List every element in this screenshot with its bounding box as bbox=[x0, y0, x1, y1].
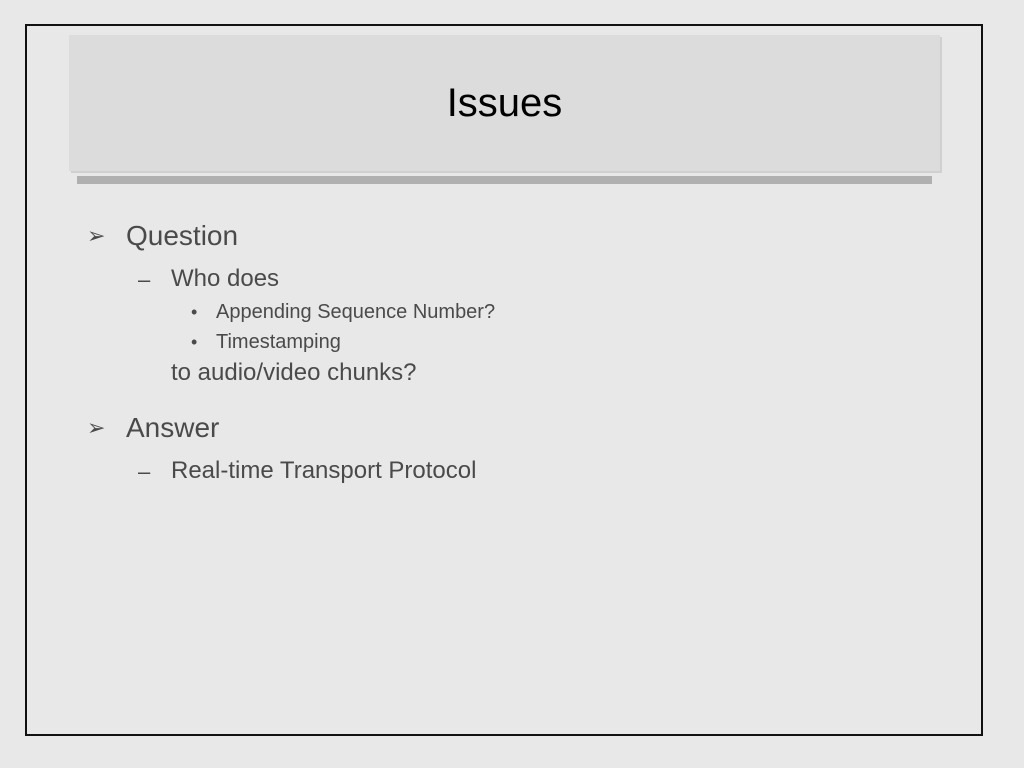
question-continuation: to audio/video chunks? bbox=[171, 359, 417, 386]
dot-bullet-icon: • bbox=[191, 332, 198, 352]
slide-frame bbox=[25, 24, 983, 736]
question-bullet-2: Timestamping bbox=[216, 331, 341, 353]
answer-sub-label: Real-time Transport Protocol bbox=[171, 457, 477, 484]
title-underline-bar bbox=[77, 176, 932, 184]
question-sub-label: Who does bbox=[171, 265, 280, 292]
slide-title: Issues bbox=[446, 81, 563, 125]
arrow-bullet-icon: ➢ bbox=[87, 415, 106, 440]
dash-bullet-icon: – bbox=[138, 267, 151, 292]
question-bullet-1: Appending Sequence Number? bbox=[216, 301, 496, 323]
title-band bbox=[69, 35, 940, 171]
answer-label: Answer bbox=[126, 412, 220, 443]
dot-bullet-icon: • bbox=[191, 302, 198, 322]
arrow-bullet-icon: ➢ bbox=[87, 223, 106, 248]
question-label: Question bbox=[126, 220, 239, 251]
dash-bullet-icon: – bbox=[138, 459, 151, 484]
